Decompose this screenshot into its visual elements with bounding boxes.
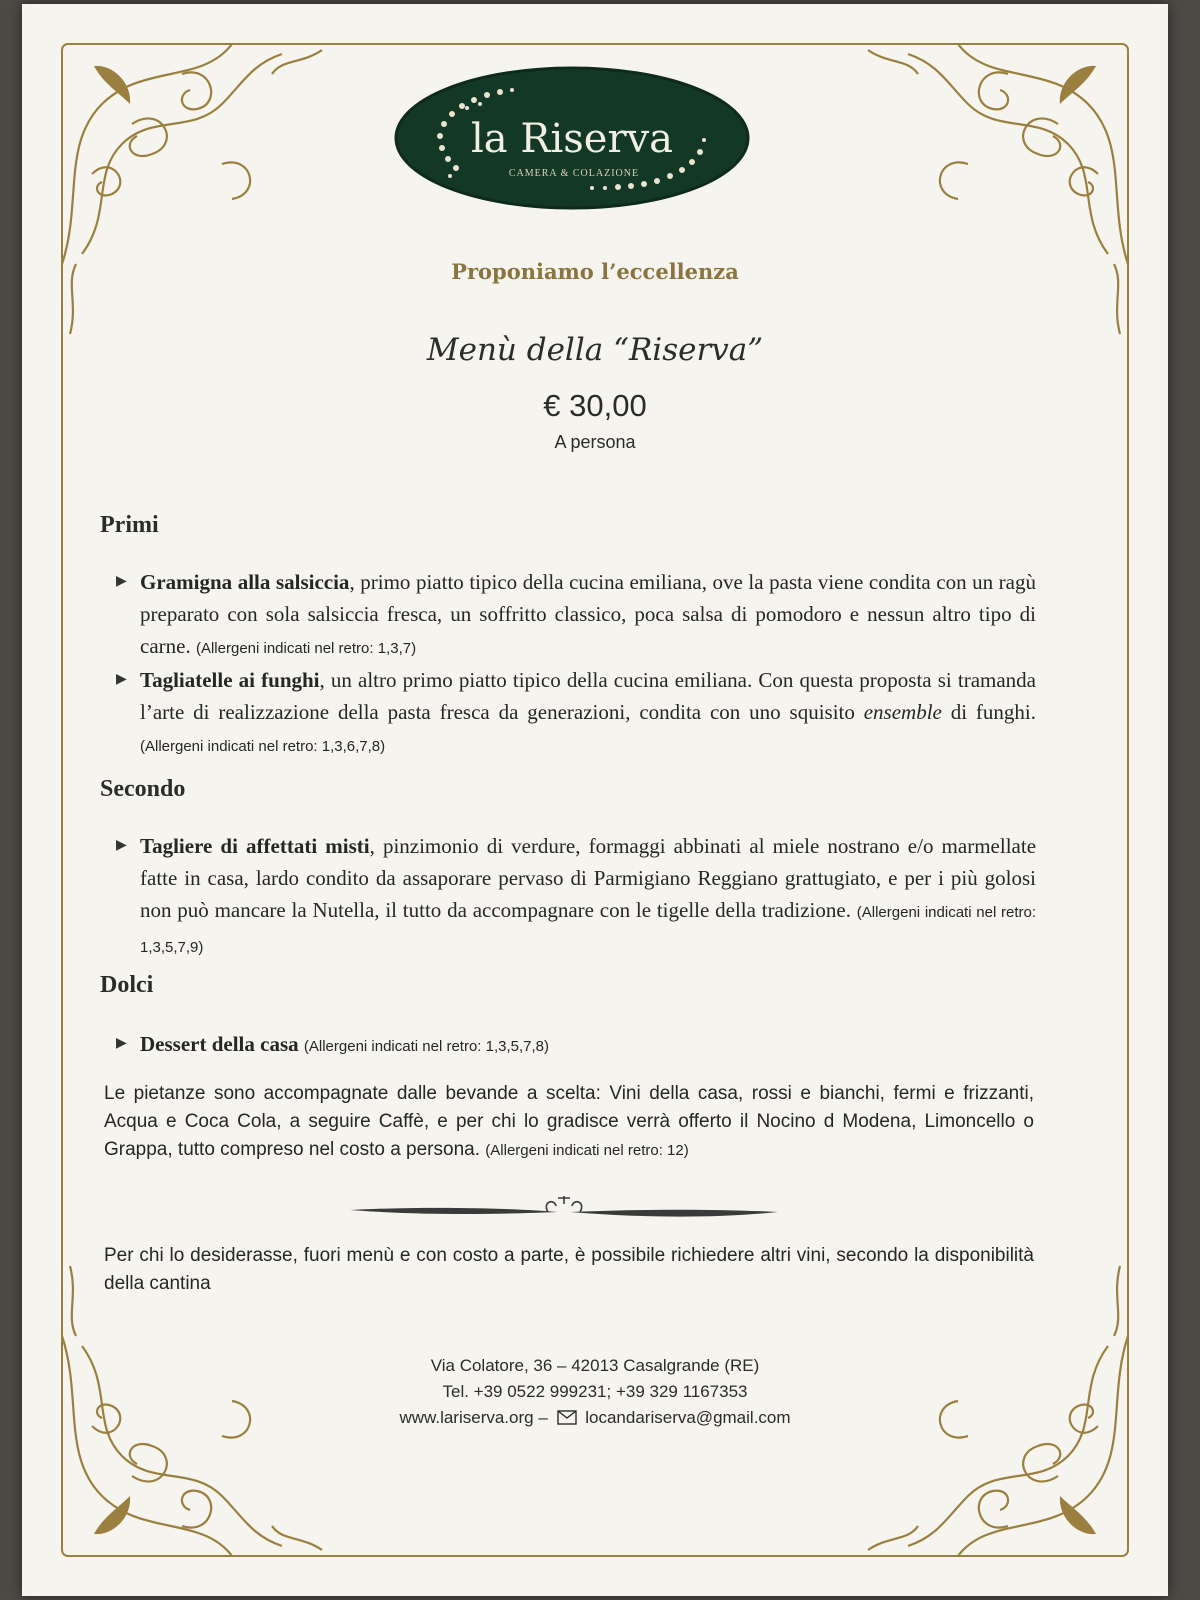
- contact-address: Via Colatore, 36 – 42013 Casalgrande (RE): [430, 1356, 760, 1375]
- dish-name: Tagliere di affettati misti: [140, 834, 370, 858]
- menu-sheet: [22, 4, 1168, 1596]
- dish-name: Tagliatelle ai funghi: [140, 668, 320, 692]
- dish-name: Gramigna alla salsiccia: [140, 570, 350, 594]
- section-title-dolci: Dolci: [100, 972, 154, 998]
- bullet-triangle-icon: ▶: [116, 838, 127, 853]
- dish-dessert: [116, 1028, 1036, 1063]
- extra-wines-note: Per chi lo desiderasse, fuori menù e con costo a parte, è possibile richiedere altri vini, secondo la disponibilità della cantina: [104, 1245, 1034, 1294]
- section-title-secondo: Secondo: [100, 776, 186, 802]
- contact-email[interactable]: locandariserva@gmail.com: [585, 1408, 791, 1427]
- dish-gramigna: [116, 566, 1036, 665]
- dish-description: , primo piatto tipico della cucina emiliana, ove la pasta viene condita con un ragù preparato con sola salsiccia fresca, un soffritto classico, poca salsa di pomodoro e nessun altro tipo di carne.: [140, 570, 1036, 658]
- dish-allergens: (Allergeni indicati nel retro: 1,3,5,7,8): [303, 1038, 550, 1055]
- dish-tagliere: [116, 830, 1037, 964]
- flourish-divider-icon: [348, 1192, 780, 1228]
- dish-description-emphasis: ensemble: [863, 700, 942, 724]
- dish-description-end: di funghi.: [941, 700, 1036, 724]
- beverages-text: Le pietanze sono accompagnate dalle bevande a scelta: Vini della casa, rossi e bianchi, fermi e frizzanti, Acqua e Coca Cola, a seguire Caffè, e per chi lo gradisce verrà offerto il Nocino d Modena, Limoncello o Grappa, tutto compreso nel costo a persona.: [104, 1083, 1034, 1160]
- dish-name: Dessert della casa: [140, 1032, 299, 1056]
- bullet-triangle-icon: ▶: [116, 1036, 127, 1051]
- dish-allergens: (Allergeni indicati nel retro: 1,3,5,7,9): [140, 904, 1036, 956]
- dish-description: , pinzimonio di verdure, formaggi abbinati al miele nostrano e/o marmellate fatte in casa, lardo condito da assaporare pervaso di Parmigiano Reggiano grattugiato, e per i più golosi non può mancare la Nutella, il tutto da accompagnare con le tigelle della tradizione.: [140, 834, 1037, 922]
- price-note: A persona: [554, 432, 636, 452]
- section-title-primi: Primi: [100, 512, 159, 538]
- dish-description: , un altro primo piatto tipico della cucina emiliana. Con questa proposta si tramanda l’arte di realizzazione della pasta fresca da generazioni, condita con uno squisito: [140, 668, 1036, 724]
- contact-web-email: [22, 1408, 1168, 1428]
- la-riserva-logo: [392, 64, 752, 212]
- dish-allergens: (Allergeni indicati nel retro: 1,3,7): [195, 640, 417, 657]
- dish-tagliatelle: [116, 664, 1036, 763]
- menu-title: Menù della “Riserva”: [426, 332, 764, 368]
- logo-subtitle: CAMERA & COLAZIONE: [508, 168, 640, 179]
- logo-name: la Riserva: [470, 116, 674, 162]
- envelope-icon: [557, 1410, 577, 1425]
- bullet-triangle-icon: ▶: [116, 672, 127, 687]
- contact-phone: Tel. +39 0522 999231; +39 329 1167353: [442, 1382, 748, 1401]
- contact-website[interactable]: www.lariserva.org –: [399, 1408, 548, 1427]
- bullet-triangle-icon: ▶: [116, 574, 127, 589]
- dish-allergens: (Allergeni indicati nel retro: 1,3,6,7,8): [140, 738, 386, 755]
- tagline: Proponiamo l’eccellenza: [451, 259, 739, 284]
- beverages-note: [104, 1080, 1034, 1165]
- beverages-allergens: (Allergeni indicati nel retro: 12): [485, 1142, 689, 1159]
- menu-price: € 30,00: [543, 388, 647, 423]
